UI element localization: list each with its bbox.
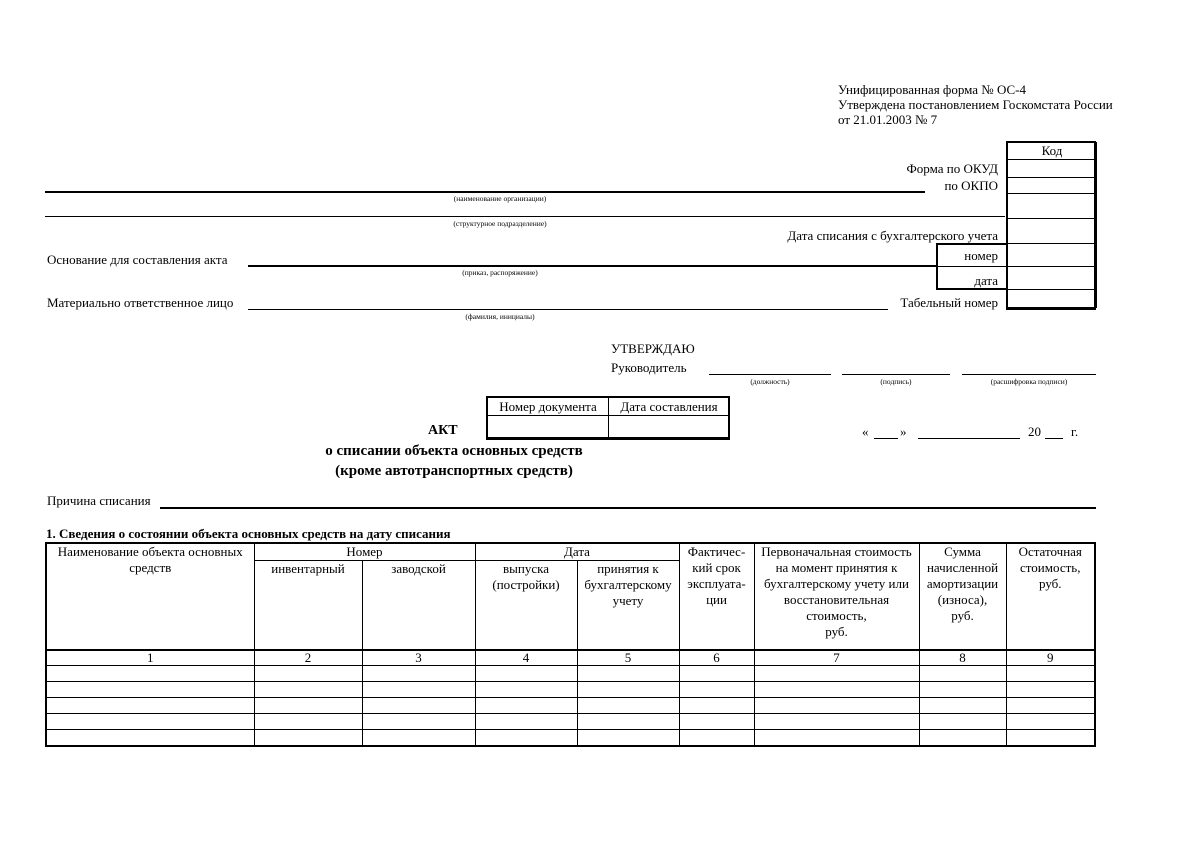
signature-line[interactable] (842, 374, 950, 375)
header-name: Наименование объекта основных средств (46, 543, 254, 650)
table-cell[interactable] (1006, 681, 1095, 697)
month-line[interactable] (918, 438, 1020, 439)
col-num-1: 1 (46, 650, 254, 666)
header-residual: Остаточная стоимость, руб. (1006, 543, 1095, 650)
table-cell[interactable] (679, 713, 754, 729)
header-actual-term: Фактичес- кий срок эксплуата- ции (679, 543, 754, 650)
table-cell[interactable] (1006, 729, 1095, 746)
col-num-3: 3 (362, 650, 475, 666)
table-cell[interactable] (679, 665, 754, 681)
table-cell[interactable] (919, 729, 1006, 746)
nomer-label: номер (964, 248, 998, 263)
table-cell[interactable] (362, 713, 475, 729)
table-row (46, 697, 1095, 713)
table-cell[interactable] (254, 665, 362, 681)
col-num-9: 9 (1006, 650, 1095, 666)
header-initial-cost: Первоначальная стоимость на момент принятия к бухгалтерскому учету или восстановительная стоимость, руб. (754, 543, 919, 650)
person-caption: (фамилия, инициалы) (465, 312, 535, 321)
table-cell[interactable] (254, 697, 362, 713)
header-factory: заводской (362, 561, 475, 650)
table-row (46, 729, 1095, 746)
table-cell[interactable] (46, 681, 254, 697)
basis-label: Основание для составления акта (47, 252, 228, 267)
position-caption: (должность) (750, 377, 790, 386)
org-code-cell[interactable] (1008, 194, 1097, 219)
form-line-3: от 21.01.2003 № 7 (838, 112, 938, 127)
col-num-5: 5 (577, 650, 679, 666)
table-cell[interactable] (919, 713, 1006, 729)
table-cell[interactable] (475, 665, 577, 681)
table-cell[interactable] (254, 729, 362, 746)
col-num-7: 7 (754, 650, 919, 666)
table-cell[interactable] (679, 681, 754, 697)
year-line[interactable] (1045, 438, 1063, 439)
okpo-code-cell[interactable] (1008, 178, 1097, 194)
table-cell[interactable] (475, 697, 577, 713)
table-row (46, 665, 1095, 681)
table-cell[interactable] (919, 697, 1006, 713)
header-depreciation: Сумма начисленной амортизации (износа), руб. (919, 543, 1006, 650)
okud-code-cell[interactable] (1008, 160, 1097, 178)
org-caption: (наименование организации) (453, 194, 547, 203)
year-prefix: 20 (1028, 424, 1041, 439)
nomer-code-cell[interactable] (1008, 244, 1097, 267)
table-cell[interactable] (362, 697, 475, 713)
date-writeoff-label: Дата списания с бухгалтерского учета (787, 228, 998, 243)
table-cell[interactable] (362, 665, 475, 681)
table-cell[interactable] (1006, 665, 1095, 681)
decoding-line[interactable] (962, 374, 1096, 375)
position-line[interactable] (709, 374, 831, 375)
header-release: выпуска (постройки) (475, 561, 577, 650)
form-line-2: Утверждена постановлением Госкомстата России (838, 97, 1113, 112)
header-acceptance: принятия к бухгалтерскому учету (577, 561, 679, 650)
order-caption: (приказ, распоряжение) (462, 268, 538, 277)
header-date: Дата (475, 543, 679, 561)
decoding-caption: (расшифровка подписи) (990, 377, 1068, 386)
tabel-code-cell[interactable] (1008, 290, 1097, 308)
table-cell[interactable] (679, 729, 754, 746)
table-cell[interactable] (1006, 697, 1095, 713)
table-cell[interactable] (46, 697, 254, 713)
table-cell[interactable] (46, 713, 254, 729)
table-cell[interactable] (475, 729, 577, 746)
day-line[interactable] (874, 438, 898, 439)
quote-close: » (900, 424, 907, 439)
data-label: дата (974, 273, 998, 288)
code-header: Код (1008, 143, 1097, 160)
reason-label: Причина списания (47, 493, 151, 508)
doc-number-table (487, 397, 730, 438)
data-code-cell[interactable] (1008, 267, 1097, 290)
table-row (46, 713, 1095, 729)
asset-status-table (45, 542, 1096, 747)
reason-line[interactable] (160, 507, 1096, 509)
basis-line[interactable] (248, 265, 936, 267)
doc-date-cell[interactable] (609, 416, 730, 438)
table-cell[interactable] (254, 713, 362, 729)
table-cell[interactable] (46, 729, 254, 746)
table-cell[interactable] (46, 665, 254, 681)
column-numbers-row (46, 650, 1095, 666)
table-cell[interactable] (362, 729, 475, 746)
table-cell[interactable] (919, 681, 1006, 697)
quote-open: « (862, 424, 869, 439)
year-suffix: г. (1071, 424, 1079, 439)
akt-title: АКТ (428, 423, 458, 438)
table-cell[interactable] (577, 729, 679, 746)
table-cell[interactable] (1006, 713, 1095, 729)
responsible-label: Материально ответственное лицо (47, 295, 234, 310)
table-cell[interactable] (754, 697, 919, 713)
col-num-4: 4 (475, 650, 577, 666)
table-cell[interactable] (577, 713, 679, 729)
signature-caption: (подпись) (880, 377, 912, 386)
doc-number-cell[interactable] (488, 416, 609, 438)
tabel-label: Табельный номер (900, 295, 998, 310)
okpo-label: по ОКПО (944, 178, 998, 193)
title-line-2: (кроме автотранспортных средств) (335, 463, 573, 479)
doc-number-header: Номер документа (488, 398, 609, 416)
table-cell[interactable] (754, 681, 919, 697)
table-cell[interactable] (362, 681, 475, 697)
section1-heading: 1. Сведения о состоянии объекта основных средств на дату списания (46, 526, 451, 541)
col-num-2: 2 (254, 650, 362, 666)
table-cell[interactable] (577, 665, 679, 681)
dept-code-cell[interactable] (1008, 219, 1097, 244)
col-num-8: 8 (919, 650, 1006, 666)
table-cell[interactable] (754, 665, 919, 681)
responsible-line[interactable] (248, 309, 888, 310)
approve-head: Руководитель (611, 360, 687, 375)
okud-label: Форма по ОКУД (906, 161, 998, 176)
table-cell[interactable] (475, 713, 577, 729)
doc-date-header: Дата составления (609, 398, 730, 416)
code-box (1007, 142, 1097, 308)
table-cell[interactable] (577, 681, 679, 697)
nomer-data-divider (936, 266, 1008, 267)
table-cell[interactable] (754, 713, 919, 729)
col-num-6: 6 (679, 650, 754, 666)
table-cell[interactable] (919, 665, 1006, 681)
dept-caption: (структурное подразделение) (453, 219, 547, 228)
org-line[interactable] (45, 191, 925, 193)
table-cell[interactable] (254, 681, 362, 697)
header-inventory: инвентарный (254, 561, 362, 650)
title-line-1: о списании объекта основных средств (325, 443, 583, 459)
table-row (46, 681, 1095, 697)
table-cell[interactable] (679, 697, 754, 713)
header-number: Номер (254, 543, 475, 561)
approve-title: УТВЕРЖДАЮ (611, 341, 695, 356)
table-cell[interactable] (577, 697, 679, 713)
table-cell[interactable] (754, 729, 919, 746)
dept-line[interactable] (45, 216, 1005, 217)
form-line-1: Унифицированная форма № ОС-4 (838, 82, 1027, 97)
table-cell[interactable] (475, 681, 577, 697)
